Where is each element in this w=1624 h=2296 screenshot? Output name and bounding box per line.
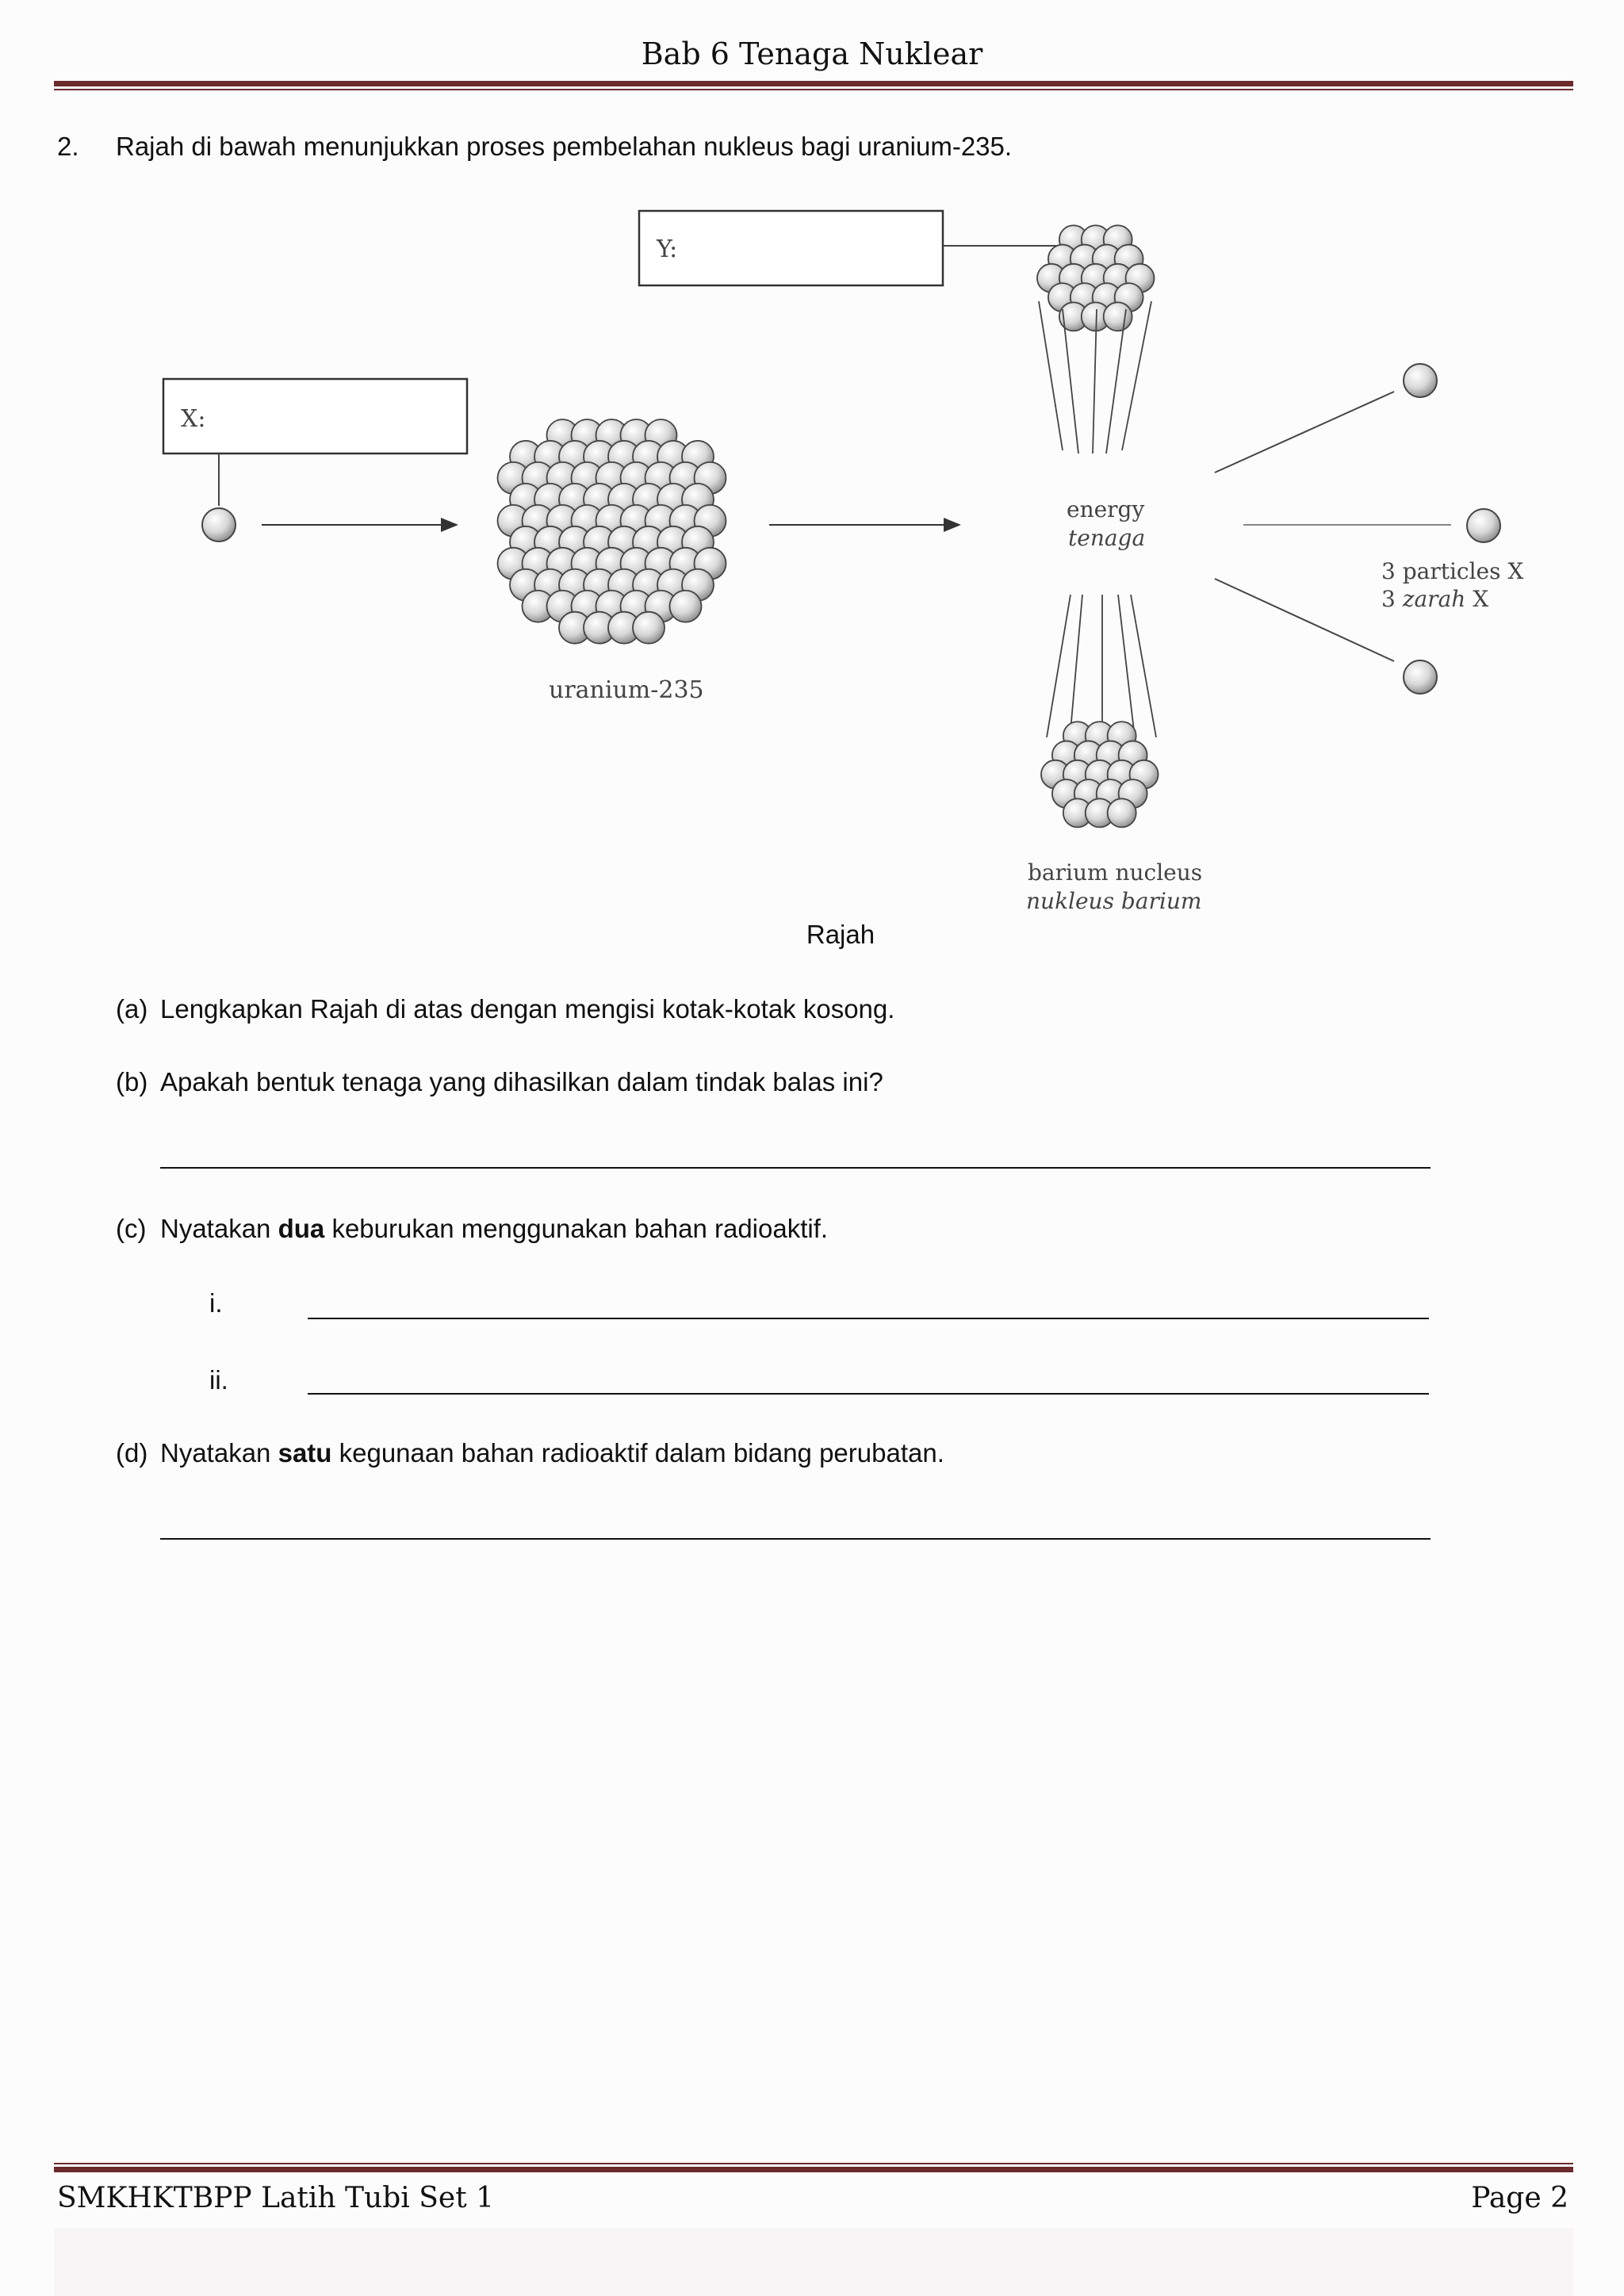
emitted-neutron-1 [1404,364,1437,397]
header-rule-thick [54,81,1573,86]
footer-rule-thick [54,2167,1573,2172]
bottom-motion-lines [1047,595,1156,737]
part-c-item-ii: ii. [209,1365,228,1395]
arrowhead-2 [944,518,961,532]
nucleon [1104,302,1132,331]
question-number: 2. [57,132,79,161]
part-b-text: Apakah bentuk tenaga yang dihasilkan dalam tindak balas ini? [160,1067,883,1096]
box-y [639,211,943,285]
part-b-label: (b) [116,1067,148,1096]
incoming-neutron [202,508,236,541]
box-x-label: X: [181,405,206,433]
barium-label-ms: nukleus barium [1026,888,1202,914]
arrowhead-1 [441,518,458,532]
particles-label-ms: 3 zarah X [1381,586,1489,612]
diagram-caption: Rajah [806,920,875,949]
part-a-text: Lengkapkan Rajah di atas dengan mengisi kotak-kotak kosong. [160,994,895,1024]
product-nucleus-top [1037,225,1155,331]
part-c-label: (c) [116,1214,147,1243]
part-d-text: Nyatakan satu kegunaan bahan radioaktif dalam bidang perubatan. [160,1438,944,1468]
header-rule-thin [54,89,1573,90]
footer-rule-thin [54,2163,1573,2164]
neutron-path-upper [1215,392,1394,473]
part-d-label: (d) [116,1438,148,1468]
answer-line-d[interactable] [160,1538,1431,1540]
nucleon [1108,798,1136,827]
part-c-text: Nyatakan dua keburukan menggunakan bahan radioaktif. [160,1214,829,1243]
box-y-label: Y: [657,235,678,263]
question-stem: Rajah di bawah menunjukkan proses pembelahan nukleus bagi uranium-235. [116,132,1013,161]
part-a-label: (a) [116,994,148,1024]
uranium-235-nucleus [498,419,726,644]
particles-label-en: 3 particles X [1381,558,1524,584]
barium-label-en: barium nucleus [1028,859,1203,886]
page-bottom-band [54,2228,1573,2296]
emitted-neutron-2 [1467,509,1500,542]
fission-diagram [151,198,1546,928]
answer-line-c-ii[interactable] [308,1393,1429,1395]
page-header-title: Bab 6 Tenaga Nuklear [641,36,983,71]
nucleon [633,612,665,644]
energy-label-en: energy [1067,496,1145,522]
emitted-neutron-3 [1404,660,1437,694]
answer-line-c-i[interactable] [308,1318,1429,1319]
box-x [163,379,467,453]
part-c-item-i: i. [209,1288,223,1318]
footer-left-text: SMKHKTBPP Latih Tubi Set 1 [57,2182,495,2214]
nucleon [670,591,702,622]
answer-line-b[interactable] [160,1167,1431,1169]
energy-label-ms: tenaga [1068,525,1146,551]
barium-nucleus [1041,721,1159,827]
footer-page-number: Page 2 [1471,2182,1568,2214]
uranium-label: uranium-235 [549,676,704,704]
neutron-path-lower [1215,579,1394,661]
